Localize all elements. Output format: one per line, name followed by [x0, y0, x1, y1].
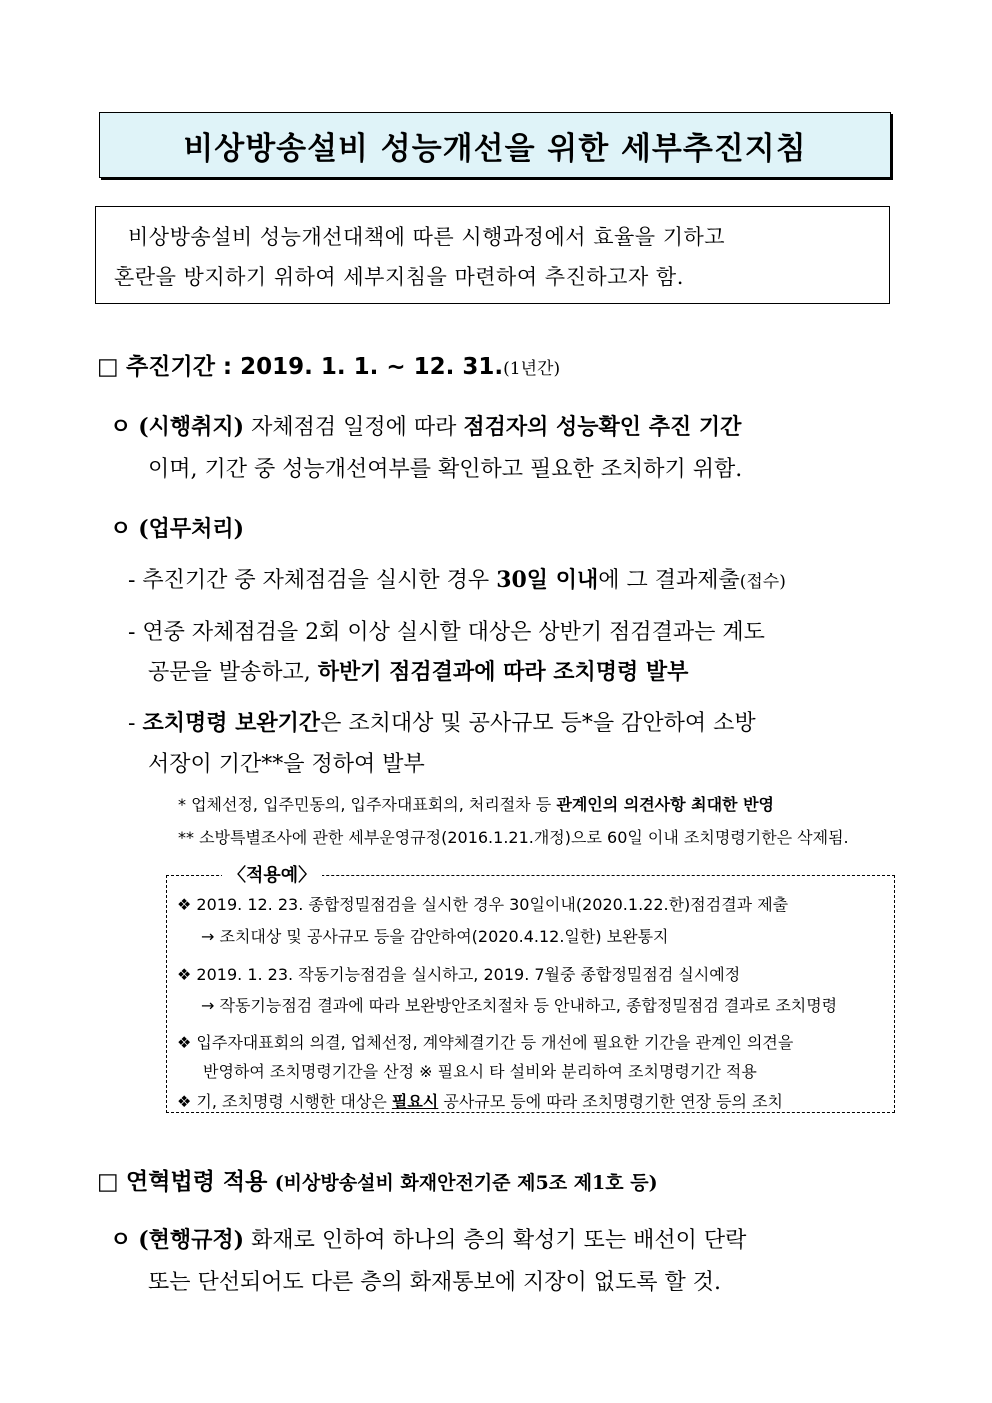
example-4-underlined: 필요시 — [391, 1092, 439, 1111]
example-4-text: ❖ 기, 조치명령 시행한 대상은 — [177, 1092, 387, 1111]
example-1-line-1: ❖ 2019. 12. 23. 종합정밀점검을 실시한 경우 30일이내(2020.1.22.한)점검결과 제출 — [177, 895, 789, 914]
processing-item-1-text: - 추진기간 중 자체점검을 실시한 경우 — [128, 568, 490, 593]
processing-item-1-bold: 30일 이내 — [496, 567, 599, 593]
section-period-suffix: (1년간) — [503, 359, 561, 379]
example-4 — [177, 1089, 783, 1112]
example-2-line-1: ❖ 2019. 1. 23. 작동기능점검을 실시하고, 2019. 7월중 종합정밀점검 실시예정 — [177, 965, 741, 984]
checkbox-square-icon: □ — [97, 354, 119, 380]
processing-item-1-small: (접수) — [739, 572, 786, 592]
processing-item-3-line-1 — [128, 706, 756, 737]
example-3-line-2: 반영하여 조치명령기간을 산정 ※ 필요시 타 설비와 분리하여 조치명령기간 적용 — [203, 1062, 757, 1081]
example-2-line-2: → 작동기능점검 결과에 따라 보완방안조치절차 등 안내하고, 종합정밀점검 결과로 조치명령 — [201, 996, 838, 1015]
current-rule-line-1 — [110, 1223, 746, 1254]
document-title-box — [99, 112, 891, 178]
examples-box — [166, 875, 895, 1113]
purpose-text-bold: 점검자의 성능확인 추진 기간 — [463, 414, 742, 440]
footnote-2: ** 소방특별조사에 관한 세부운영규정(2016.1.21.개정)으로 60일 이내 조치명령기한은 삭제됨. — [178, 828, 849, 847]
section-law-suffix: (비상방송설비 화재안전기준 제5조 제1호 등) — [274, 1172, 658, 1194]
processing-heading — [110, 512, 244, 543]
footnote-1-text: * 업체선정, 입주민동의, 입주자대표회의, 처리절차 등 — [178, 795, 552, 814]
processing-item-2-line-2 — [148, 655, 688, 686]
current-rule-line-2: 또는 단선되어도 다른 층의 화재통보에 지장이 없도록 할 것. — [148, 1270, 721, 1295]
section-period-heading — [97, 348, 560, 381]
section-law-label: 연혁법령 적용 — [126, 1169, 268, 1195]
summary-line-2: 혼란을 방지하기 위하여 세부지침을 마련하여 추진하고자 함. — [114, 265, 684, 289]
purpose-line-2: 이며, 기간 중 성능개선여부를 확인하고 필요한 조치하기 위함. — [148, 457, 743, 482]
current-rule-text-1: 화재로 인하여 하나의 층의 확성기 또는 배선이 단락 — [251, 1228, 747, 1253]
processing-item-1-text-b: 에 그 결과제출 — [598, 568, 740, 593]
document-title: 비상방송설비 성능개선을 위한 세부추진지침 — [183, 130, 807, 167]
processing-item-3-bold: 조치명령 보완기간 — [142, 710, 321, 736]
purpose-tag: (시행취지) — [138, 414, 245, 440]
footnote-1-bold: 관계인의 의견사항 최대한 반영 — [556, 795, 774, 814]
processing-item-2-bold: 하반기 점검결과에 따라 조치명령 발부 — [317, 659, 689, 685]
processing-tag: (업무처리) — [138, 516, 245, 542]
example-4-text-b: 공사규모 등에 따라 조치명령기한 연장 등의 조치 — [443, 1092, 783, 1111]
example-3-line-1: ❖ 입주자대표회의 의결, 업체선정, 계약체결기간 등 개선에 필요한 기간을 관계인 의견을 — [177, 1033, 794, 1052]
processing-item-2-text: 공문을 발송하고, — [148, 660, 311, 685]
bullet-circle-icon: ㅇ — [110, 516, 132, 542]
processing-item-3-text: 은 조치대상 및 공사규모 등*을 감안하여 소방 — [320, 711, 756, 736]
examples-label: 〈적용예〉 — [222, 861, 322, 887]
processing-item-3-dash: - — [128, 711, 136, 736]
processing-item-1 — [128, 563, 786, 594]
footnote-1 — [178, 792, 774, 815]
checkbox-square-icon: □ — [97, 1169, 119, 1195]
summary-line-1: 비상방송설비 성능개선대책에 따른 시행과정에서 효율을 기하고 — [128, 225, 726, 249]
summary-box — [95, 206, 890, 304]
bullet-circle-icon: ㅇ — [110, 1227, 132, 1253]
purpose-line-1 — [110, 410, 741, 441]
processing-item-3-line-2: 서장이 기간**을 정하여 발부 — [148, 752, 425, 777]
section-period-label: 추진기간 : 2019. 1. 1. ~ 12. 31. — [126, 354, 504, 380]
current-rule-tag: (현행규정) — [138, 1227, 245, 1253]
processing-item-2-line-1: - 연중 자체점검을 2회 이상 실시할 대상은 상반기 점검결과는 계도 — [128, 620, 765, 645]
section-law-heading — [97, 1163, 658, 1196]
bullet-circle-icon: ㅇ — [110, 414, 132, 440]
example-1-line-2: → 조치대상 및 공사규모 등을 감안하여(2020.4.12.일한) 보완통지 — [201, 927, 669, 946]
purpose-text-1: 자체점검 일정에 따라 — [251, 415, 457, 440]
